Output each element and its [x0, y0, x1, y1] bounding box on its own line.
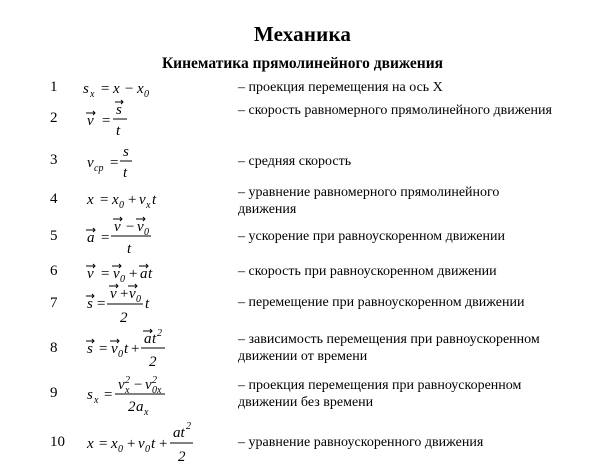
svg-text:a: a — [140, 266, 148, 282]
svg-text:a: a — [144, 331, 152, 347]
svg-text:+: + — [127, 192, 138, 208]
svg-text:+: + — [126, 436, 137, 452]
formula — [83, 326, 183, 379]
formula — [83, 98, 143, 145]
row-number: 5 — [50, 228, 58, 244]
svg-text:x: x — [144, 407, 149, 418]
svg-text:2: 2 — [157, 328, 162, 339]
svg-text:0: 0 — [118, 444, 123, 455]
svg-text:t: t — [124, 341, 129, 357]
svg-text:=: = — [98, 436, 109, 452]
row-number: 8 — [50, 340, 58, 356]
svg-text:x: x — [146, 200, 151, 211]
svg-text:=: = — [103, 387, 114, 403]
row-number: 7 — [50, 295, 58, 311]
svg-text:=: = — [96, 296, 107, 312]
formula — [83, 143, 153, 190]
svg-text:0: 0 — [120, 274, 125, 285]
svg-text:2: 2 — [186, 421, 191, 432]
svg-text:x: x — [94, 395, 99, 406]
svg-text:=: = — [100, 81, 111, 97]
svg-text:x: x — [90, 89, 95, 100]
formula-description: – уравнение равномерного прямолинейного движения — [238, 185, 500, 217]
formula-description: – уравнение равноускоренного движения — [238, 435, 484, 450]
svg-text:0: 0 — [144, 227, 149, 238]
svg-text:v: v — [129, 286, 136, 302]
svg-text:2: 2 — [125, 375, 130, 386]
formula-description: – зависимость перемещения при равноускоренном движении от времени — [238, 332, 540, 364]
svg-text:0: 0 — [145, 444, 150, 455]
svg-text:at: at — [173, 425, 185, 441]
svg-text:v: v — [137, 219, 144, 235]
svg-text:t: t — [152, 192, 157, 208]
formula-description: – скорость при равноускоренном движении — [238, 264, 497, 279]
section-subtitle: Кинематика прямолинейного движения — [161, 55, 444, 72]
svg-text:s: s — [83, 81, 89, 97]
svg-text:v: v — [113, 266, 120, 282]
svg-text:=: = — [98, 341, 109, 357]
svg-text:=: = — [109, 155, 120, 171]
svg-text:x: x — [111, 436, 118, 452]
formula-description: – ускорение при равноускоренном движении — [238, 229, 505, 244]
svg-text:x: x — [137, 81, 144, 97]
row-number: 9 — [50, 385, 58, 401]
svg-text:ср: ср — [94, 163, 104, 174]
formula-description: – скорость равномерного прямолинейного движения — [238, 103, 552, 118]
svg-text:v: v — [87, 113, 94, 129]
page-title: Механика — [253, 22, 352, 46]
row-number: 6 — [50, 263, 58, 279]
svg-text:x: x — [113, 81, 120, 97]
svg-text:s: s — [123, 144, 129, 160]
row-number: 2 — [50, 110, 58, 126]
svg-text:t: t — [116, 123, 121, 139]
svg-text:v: v — [111, 341, 118, 357]
formula-description: – средняя скорость — [238, 154, 352, 169]
svg-text:v: v — [87, 266, 94, 282]
svg-text:s: s — [87, 387, 93, 403]
svg-text:t: t — [127, 241, 132, 257]
svg-text:2: 2 — [149, 354, 157, 370]
svg-text:=: = — [101, 113, 112, 129]
svg-text:x: x — [87, 192, 94, 208]
svg-text:+: + — [128, 266, 139, 282]
svg-text:0: 0 — [144, 89, 149, 100]
svg-text:2: 2 — [152, 375, 157, 386]
row-number: 1 — [50, 79, 58, 95]
svg-text:t: t — [151, 436, 156, 452]
svg-text:+: + — [130, 341, 141, 357]
formula-description: – проекция перемещения при равноускоренном движении без времени — [238, 378, 522, 410]
svg-text:v: v — [87, 155, 94, 171]
svg-text:v: v — [145, 377, 152, 393]
svg-text:t: t — [148, 266, 153, 282]
svg-text:t: t — [145, 296, 150, 312]
svg-text:0x: 0x — [152, 385, 162, 396]
formula — [83, 419, 213, 472]
svg-text:0: 0 — [136, 294, 141, 305]
formula — [83, 184, 203, 217]
svg-text:=: = — [100, 266, 111, 282]
svg-text:v: v — [118, 377, 125, 393]
svg-text:0: 0 — [119, 200, 124, 211]
svg-text:t: t — [152, 331, 157, 347]
row-number: 4 — [50, 191, 58, 207]
svg-text:+: + — [119, 286, 130, 302]
svg-text:a: a — [87, 230, 95, 246]
svg-text:s: s — [87, 341, 93, 357]
svg-text:2: 2 — [178, 449, 186, 465]
svg-text:v: v — [110, 286, 117, 302]
svg-text:x: x — [87, 436, 94, 452]
svg-text:−: − — [124, 81, 135, 97]
svg-text:0: 0 — [118, 349, 123, 360]
formula — [83, 373, 193, 424]
svg-text:v: v — [138, 436, 145, 452]
svg-text:s: s — [87, 296, 93, 312]
formula-description: – перемещение при равноускоренном движении — [238, 295, 525, 310]
svg-text:s: s — [116, 102, 122, 118]
formula-description: – проекция перемещения на ось X — [238, 80, 443, 95]
svg-text:a: a — [136, 399, 144, 415]
svg-text:x: x — [125, 385, 130, 396]
svg-text:v: v — [114, 219, 121, 235]
svg-text:−: − — [133, 377, 144, 393]
row-number: 3 — [50, 152, 58, 168]
svg-text:=: = — [100, 230, 111, 246]
svg-text:+: + — [158, 436, 169, 452]
svg-text:v: v — [139, 192, 146, 208]
svg-text:t: t — [123, 165, 128, 181]
svg-text:2: 2 — [120, 310, 128, 326]
svg-text:−: − — [125, 219, 136, 235]
svg-text:2: 2 — [128, 399, 136, 415]
row-number: 10 — [50, 434, 65, 450]
svg-text:=: = — [99, 192, 110, 208]
svg-text:x: x — [112, 192, 119, 208]
